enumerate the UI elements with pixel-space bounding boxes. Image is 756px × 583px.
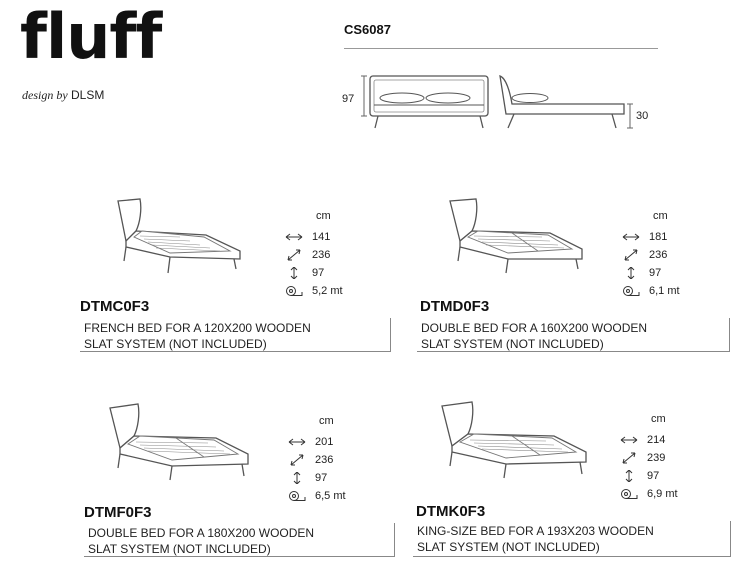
bed-drawing-dtmf0f3 bbox=[102, 400, 252, 482]
spec-width: 214 bbox=[647, 434, 666, 446]
product-sku: DTMK0F3 bbox=[416, 503, 486, 520]
designer-credit bbox=[22, 88, 104, 103]
product-description: KING-SIZE BED FOR A 193X203 WOODEN SLAT SYSTEM (NOT INCLUDED) bbox=[413, 521, 731, 557]
spec-height: 97 bbox=[647, 470, 660, 482]
overall-side-label: 30 bbox=[636, 110, 649, 122]
spec-diagonal: 236 bbox=[649, 249, 668, 261]
spec-width: 181 bbox=[649, 231, 668, 243]
diagonal-arrow-icon bbox=[288, 454, 306, 466]
product-description: DOUBLE BED FOR A 180X200 WOODEN SLAT SYSTEM (NOT INCLUDED) bbox=[84, 523, 395, 557]
spec-diagonal: 236 bbox=[315, 454, 334, 466]
product-description: FRENCH BED FOR A 120X200 WOODEN SLAT SYSTEM (NOT INCLUDED) bbox=[80, 318, 391, 352]
horizontal-arrow-icon bbox=[620, 434, 638, 446]
fabric-roll-icon bbox=[620, 488, 638, 500]
fabric-roll-icon bbox=[285, 285, 303, 297]
spec-fabric: 5,2 mt bbox=[312, 285, 343, 297]
product-sku: DTMC0F3 bbox=[80, 298, 150, 315]
fabric-roll-icon bbox=[288, 490, 306, 502]
spec-diagonal: 239 bbox=[647, 452, 666, 464]
fabric-roll-icon bbox=[622, 285, 640, 297]
horizontal-arrow-icon bbox=[285, 231, 303, 243]
diagonal-arrow-icon bbox=[622, 249, 640, 261]
spec-fabric: 6,1 mt bbox=[649, 285, 680, 297]
vertical-arrow-icon bbox=[285, 267, 303, 279]
front-view-drawing bbox=[360, 70, 490, 132]
brand-logo: fluff bbox=[20, 0, 162, 73]
vertical-arrow-icon bbox=[620, 470, 638, 482]
product-description: DOUBLE BED FOR A 160X200 WOODEN SLAT SYSTEM (NOT INCLUDED) bbox=[417, 318, 730, 352]
bed-drawing-dtmd0f3 bbox=[442, 195, 587, 275]
model-code: CS6087 bbox=[344, 22, 391, 37]
horizontal-arrow-icon bbox=[288, 436, 306, 448]
vertical-arrow-icon bbox=[622, 267, 640, 279]
bed-drawing-dtmk0f3 bbox=[434, 398, 590, 480]
spec-height: 97 bbox=[649, 267, 662, 279]
vertical-arrow-icon bbox=[288, 472, 306, 484]
spec-height: 97 bbox=[315, 472, 328, 484]
header-divider bbox=[344, 48, 658, 49]
spec-diagonal: 236 bbox=[312, 249, 331, 261]
spec-fabric: 6,5 mt bbox=[315, 490, 346, 502]
overall-height-label: 97 bbox=[342, 93, 355, 105]
unit-label: cm bbox=[316, 210, 331, 222]
diagonal-arrow-icon bbox=[620, 452, 638, 464]
spec-width: 201 bbox=[315, 436, 334, 448]
spec-width: 141 bbox=[312, 231, 331, 243]
diagonal-arrow-icon bbox=[285, 249, 303, 261]
spec-height: 97 bbox=[312, 267, 325, 279]
designer-prefix: design by bbox=[22, 88, 68, 102]
unit-label: cm bbox=[651, 413, 666, 425]
product-sku: DTMD0F3 bbox=[420, 298, 490, 315]
spec-fabric: 6,9 mt bbox=[647, 488, 678, 500]
horizontal-arrow-icon bbox=[622, 231, 640, 243]
side-view-drawing bbox=[496, 70, 636, 132]
bed-drawing-dtmc0f3 bbox=[110, 195, 245, 275]
designer-name: DLSM bbox=[71, 88, 105, 102]
unit-label: cm bbox=[319, 415, 334, 427]
product-sku: DTMF0F3 bbox=[84, 504, 152, 521]
unit-label: cm bbox=[653, 210, 668, 222]
